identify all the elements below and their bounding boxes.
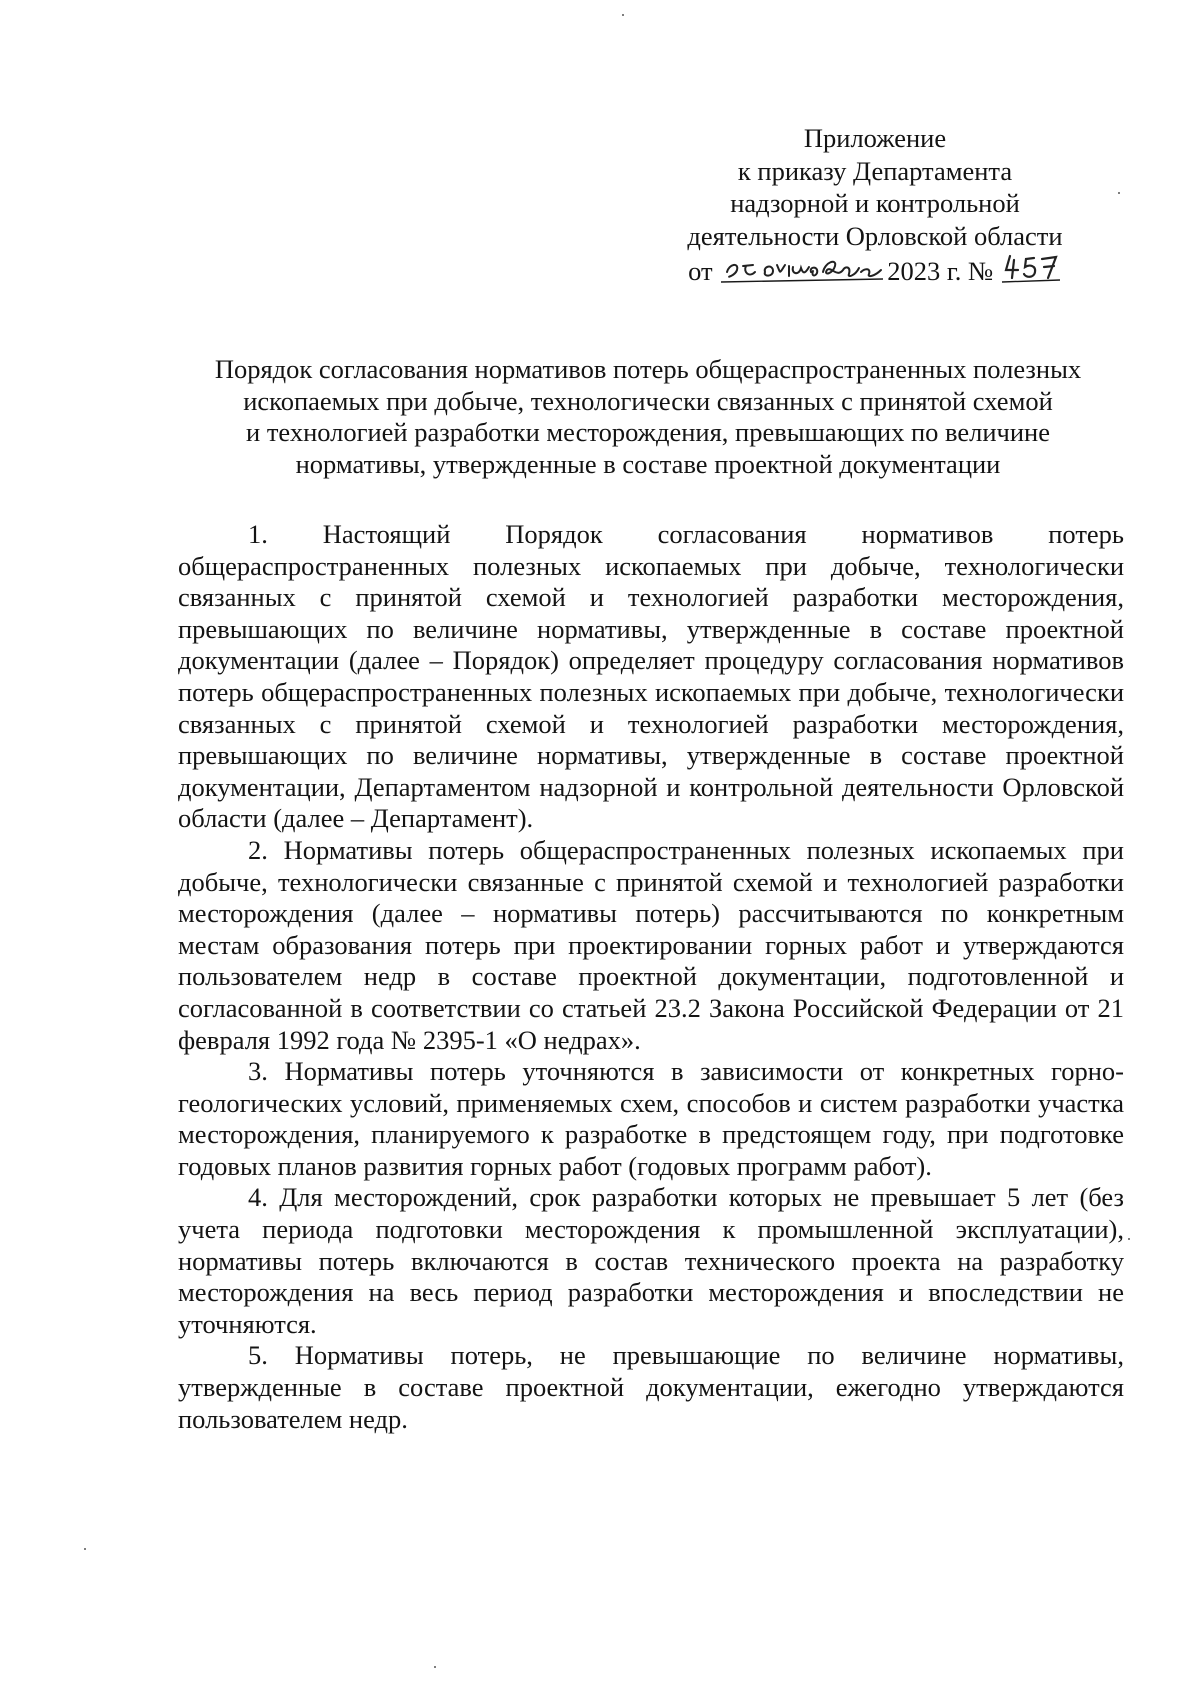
title-line: ископаемых при добыче, технологически связанных с принятой схемой [243, 385, 1053, 416]
order-date-line [640, 252, 1110, 288]
appendix-order-reference: к приказу Департамента [737, 155, 1013, 186]
document-body [178, 519, 1124, 1435]
paragraph-3: 3. Нормативы потерь уточняются в зависимости от конкретных горно-геологических условий, применяемых схем, способов и систем разработки участка месторождения, планируемого к разработке в предстоящем году, при подготовке годовых планов развития горных работ (годовых программ работ). [178, 1056, 1124, 1181]
title-line: Порядок согласования нормативов потерь общераспространенных полезных [214, 354, 1082, 384]
title-line: и технологией разработки месторождения, превышающих по величине [246, 417, 1050, 447]
paragraph-1: 1. Настоящий Порядок согласования нормативов потерь общераспространенных полезных ископаемых при добыче, технологически связанных с принятой схемой и технологией разработки месторождения, превышающих по величине нормативы, утвержденные в составе проектной документации (далее – Порядок) определяет процедуру согласования нормативов потерь общераспространенных полезных ископаемых при добыче, технологически связанных с принятой схемой и технологией разработки месторождения, превышающих по величине нормативы, утвержденные в составе проектной документации, Департаментом надзорной и контрольной деятельности Орловской области (далее – Департамент). [178, 519, 1124, 834]
paragraph-5: 5. Нормативы потерь, не превышающие по величине нормативы, утвержденные в составе проектной документации, ежегодно утверждаются пользователем недр. [178, 1340, 1124, 1434]
scan-speck [622, 14, 624, 16]
paragraph-4: 4. Для месторождений, срок разработки которых не превышает 5 лет (без учета периода подготовки месторождения к промышленной эксплуатации), нормативы потерь включаются в состав технического проекта на разработку месторождения на весь период разработки месторождения и впоследствии не уточняются. [178, 1182, 1124, 1339]
appendix-department-region: деятельности Орловской области [687, 220, 1063, 251]
handwritten-order-number [1000, 252, 1062, 286]
scan-speck [84, 1548, 86, 1550]
handwritten-date [719, 252, 887, 286]
title-line: нормативы, утвержденные в составе проектной документации [295, 448, 1001, 479]
order-date-prefix: от [688, 256, 713, 286]
order-year: 2023 г. № [887, 256, 994, 286]
scan-speck [1128, 1238, 1130, 1240]
paragraph-2: 2. Нормативы потерь общераспространенных полезных ископаемых при добыче, технологически связанные с принятой схемой и технологией разработки месторождения (далее – нормативы потерь) рассчитываются по конкретным местам образования потерь при проектировании горных работ и утверждаются пользователем недр в составе проектной документации, подготовленной и согласованной в соответствии со статьей 23.2 Закона Российской Федерации от 21 февраля 1992 года № 2395-1 «О недрах». [178, 834, 1124, 1055]
scan-speck [434, 1666, 436, 1668]
scan-speck [1118, 192, 1120, 194]
appendix-department-name: надзорной и контрольной [730, 188, 1020, 218]
appendix-header [640, 122, 1110, 288]
document-title [172, 354, 1124, 480]
appendix-label: Приложение [803, 123, 947, 153]
